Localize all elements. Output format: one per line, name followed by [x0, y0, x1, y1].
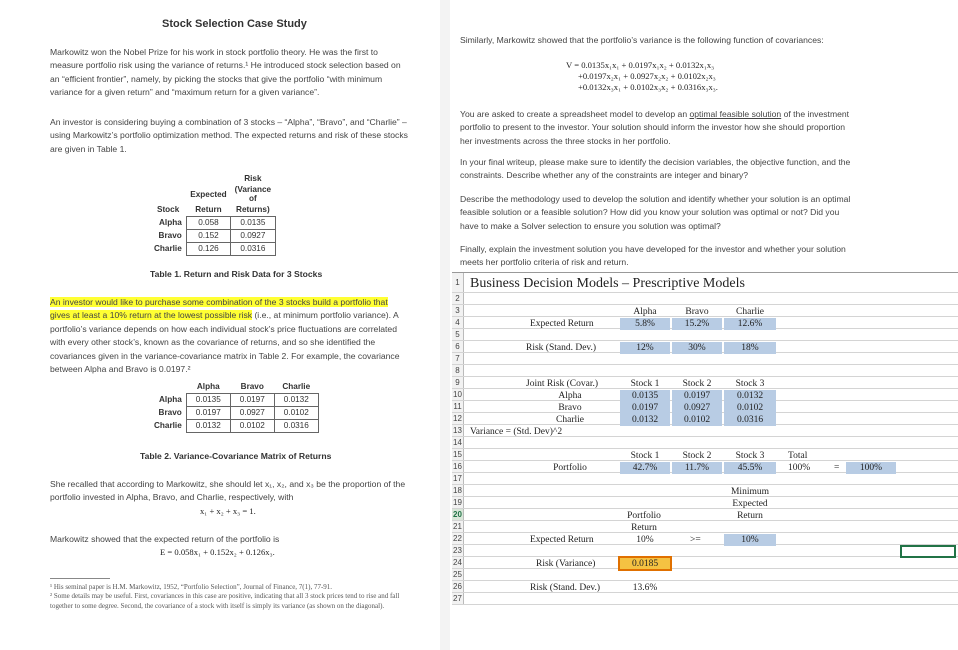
sheet-row[interactable]: 10	[452, 389, 958, 401]
portfolio-return-header-2[interactable]: Return	[631, 523, 657, 533]
portfolio-return-header-1[interactable]: Portfolio	[627, 511, 661, 521]
minimum-return-value[interactable]: 10%	[724, 534, 776, 546]
sheet-row[interactable]: 20	[452, 509, 958, 521]
table2-caption: Table 2. Variance-Covariance Matrix of Returns	[140, 451, 332, 461]
sheet-row[interactable]: 26	[452, 581, 958, 593]
expected-header: Expected	[190, 189, 227, 199]
conclusion-paragraph: Finally, explain the investment solution you have developed for the investor and whether your solution meets her portfolio criteria of risk and return.	[460, 244, 846, 268]
page-gutter	[440, 0, 450, 650]
sheet-row[interactable]: 4	[452, 317, 958, 329]
footnote-2: ² Some details may be useful. First, covariances in this case are positive, indicating that all 3 stock prices tend to rise and fall together to some degree. Second, the covariance of a stock with itself is simply its variance (as shown on the diagonal).	[50, 592, 400, 610]
sheet-header-bravo[interactable]: Bravo	[685, 307, 709, 317]
cov-cell[interactable]: 0.0102	[672, 414, 722, 426]
expected-return-charlie[interactable]: 12.6%	[724, 318, 776, 330]
cov-col-alpha: Alpha	[196, 381, 220, 391]
sheet-row[interactable]: 6	[452, 341, 958, 353]
expected-return-label[interactable]: Expected Return	[530, 319, 594, 329]
sheet-row[interactable]: 5	[452, 329, 958, 341]
sheet-title[interactable]: Business Decision Models – Prescriptive Models	[470, 276, 745, 291]
cov-cell[interactable]: 0.0927	[672, 402, 722, 414]
sheet-row[interactable]: 27	[452, 593, 958, 605]
cov-cell[interactable]: 0.0135	[620, 390, 670, 402]
portfolio-stock1-header[interactable]: Stock 1	[630, 451, 660, 461]
sum-equation: x₁ + x₂ + x₃ = 1.	[200, 506, 256, 516]
variance-eq-line1: V = 0.0135x₁x₁ + 0.0197x₁x₂ + 0.0132x₁x₃	[566, 60, 715, 70]
sheet-row[interactable]: 25	[452, 569, 958, 581]
weight-charlie[interactable]: 45.5%	[724, 462, 776, 474]
return-header: Return	[195, 204, 222, 214]
sheet-header-charlie[interactable]: Charlie	[736, 307, 764, 317]
table-row: Charlie 0.126 0.0316	[150, 242, 275, 255]
page-title: Stock Selection Case Study	[162, 18, 307, 30]
proportion-paragraph: She recalled that according to Markowitz, she should let x₁, x₂, and x₃ be the proportion of the portfolio invested in Alpha, Bravo, and Charlie, respectively, with	[50, 479, 406, 503]
intro-paragraph: Markowitz won the Nobel Prize for his work in stock portfolio theory. He was the first to measure portfolio risk using the variance of returns.¹ He introduced stock selection based on an “efficient frontier”, namely, by picking the stocks that give the portfolio “with minimum variance for a given return” and “maximum return for a given variance”.	[50, 47, 401, 98]
spreadsheet[interactable]	[452, 272, 958, 650]
total-target[interactable]: 100%	[846, 462, 896, 474]
variance-eq-line2: +0.0197x₂x₁ + 0.0927x₂x₂ + 0.0102x₂x₃	[578, 71, 716, 81]
cov-row-alpha-label[interactable]: Alpha	[558, 391, 582, 401]
total-header[interactable]: Total	[788, 451, 808, 461]
sheet-header-alpha[interactable]: Alpha	[633, 307, 657, 317]
cov-cell[interactable]: 0.0316	[724, 414, 776, 426]
footnote-1: ¹ His seminal paper is H.M. Markowitz, 1952, “Portfolio Selection”, Journal of Finance, 7(1), 77-91.	[50, 583, 333, 591]
variance-note[interactable]: Variance = (Std. Dev)^2	[470, 427, 563, 437]
selected-cell[interactable]	[900, 545, 956, 558]
sheet-row[interactable]: 7	[452, 353, 958, 365]
risk-header-2: (Variance of	[234, 185, 272, 203]
portfolio-return-value[interactable]: 10%	[636, 535, 654, 545]
stock1-header[interactable]: Stock 1	[630, 379, 660, 389]
cov-row-bravo-label[interactable]: Bravo	[558, 403, 582, 413]
stock-header: Stock	[156, 205, 180, 214]
sheet-row[interactable]: 23	[452, 545, 958, 557]
sheet-row[interactable]: 14	[452, 437, 958, 449]
minimum-header-2[interactable]: Expected	[732, 499, 768, 509]
goal-paragraph	[50, 296, 410, 376]
expected-return-bravo[interactable]: 15.2%	[672, 318, 722, 330]
methodology-paragraph: Describe the methodology used to develop the solution and identify whether your solution is an optimal feasible solution or a feasible solution? How did you know your solution was optimal or not? Did you have to make a Solver selection to ensure you solution was optimal?	[460, 194, 851, 231]
table-row: Alpha 0.058 0.0135	[150, 216, 275, 229]
sheet-row[interactable]: 8	[452, 365, 958, 377]
returns-header: Returns)	[236, 204, 270, 214]
expected-return-alpha[interactable]: 5.8%	[620, 318, 670, 330]
cov-cell[interactable]: 0.0197	[672, 390, 722, 402]
cov-col-charlie: Charlie	[282, 381, 311, 391]
sheet-row[interactable]: 15	[452, 449, 958, 461]
cov-cell[interactable]: 0.0132	[724, 390, 776, 402]
table-row: Bravo 0.0197 0.0927 0.0102	[150, 406, 318, 419]
highlighted-goal: An investor would like to purchase some combination of the 3 stocks build a portfolio that gives at least a 10% return at the lowest possible risk	[50, 297, 388, 321]
sheet-row[interactable]: 22	[452, 533, 958, 545]
risk-header: Risk	[244, 174, 262, 183]
sheet-row[interactable]: 18	[452, 485, 958, 497]
sheet-row[interactable]: 24	[452, 557, 958, 569]
sheet-row[interactable]: 19	[452, 497, 958, 509]
sheet-row[interactable]: 11	[452, 401, 958, 413]
writeup-paragraph: In your final writeup, please make sure to identify the decision variables, the objective function, and the constraints. Describe whether any of the constraints are integer and binary?	[460, 157, 851, 181]
portfolio-stock3-header[interactable]: Stock 3	[735, 451, 765, 461]
sheet-row[interactable]: 13	[452, 425, 958, 437]
sheet-row[interactable]: 17	[452, 473, 958, 485]
covariance-table	[150, 380, 319, 433]
stock2-header[interactable]: Stock 2	[682, 379, 712, 389]
minimum-header-1[interactable]: Minimum	[730, 487, 769, 497]
table-row: Alpha 0.0135 0.0197 0.0132	[150, 393, 318, 406]
variance-intro: Similarly, Markowitz showed that the portfolio’s variance is the following function of covariances:	[460, 35, 824, 45]
risk-std-label[interactable]: Risk (Stand. Dev.)	[526, 343, 597, 353]
cov-row-charlie-label[interactable]: Charlie	[556, 415, 584, 425]
cov-cell[interactable]: 0.0102	[724, 402, 776, 414]
sheet-row[interactable]: 1	[452, 273, 958, 293]
risk-std-charlie[interactable]: 18%	[724, 342, 776, 354]
table-row: Bravo 0.152 0.0927	[150, 229, 275, 242]
sheet-row[interactable]: 21	[452, 521, 958, 533]
cov-cell[interactable]: 0.0197	[620, 402, 670, 414]
expected-return-row-label[interactable]: Expected Return	[530, 535, 594, 545]
return-paragraph: Markowitz showed that the expected return of the portfolio is	[50, 534, 280, 544]
sheet-row[interactable]: 16	[452, 461, 958, 473]
weight-alpha[interactable]: 42.7%	[620, 462, 670, 474]
investor-paragraph: An investor is considering buying a combination of 3 stocks – “Alpha”, “Bravo”, and “Charlie” – using Markowitz’s portfolio optimization method. The expected returns and risk of these stocks are given in Table 1.	[50, 117, 408, 154]
risk-variance-value[interactable]: 0.0185	[618, 556, 672, 571]
return-risk-table	[150, 172, 276, 256]
risk-variance-label[interactable]: Risk (Variance)	[536, 559, 596, 569]
cov-col-bravo: Bravo	[240, 381, 264, 391]
joint-risk-label[interactable]: Joint Risk (Covar.)	[526, 379, 599, 389]
risk-std-row-label[interactable]: Risk (Stand. Dev.)	[530, 583, 601, 593]
sheet-row[interactable]: 9	[452, 377, 958, 389]
cov-cell[interactable]: 0.0132	[620, 414, 670, 426]
risk-std-bravo[interactable]: 30%	[672, 342, 722, 354]
risk-std-alpha[interactable]: 12%	[620, 342, 670, 354]
table-row: Charlie 0.0132 0.0102 0.0316	[150, 419, 318, 432]
return-equation: E = 0.058x₁ + 0.152x₂ + 0.126x₃.	[160, 547, 275, 557]
stock3-header[interactable]: Stock 3	[735, 379, 765, 389]
task-paragraph: You are asked to create a spreadsheet model to develop an optimal feasible solution of the investment portfolio to present to the investor. Your solution should inform the investor how she should proportion her investments across the three stocks in her portfolio.	[460, 109, 850, 146]
optimal-solution-link: optimal feasible solution	[689, 109, 782, 119]
table1-caption: Table 1. Return and Risk Data for 3 Stocks	[150, 269, 323, 279]
greater-equal-sign[interactable]: >=	[690, 535, 701, 545]
equals-sign[interactable]: =	[834, 463, 840, 473]
minimum-header-3[interactable]: Return	[737, 511, 763, 521]
sheet-row[interactable]: 3	[452, 305, 958, 317]
sheet-row[interactable]: 2	[452, 293, 958, 305]
risk-std-value[interactable]: 13.6%	[632, 583, 658, 593]
footnote-rule	[50, 578, 110, 579]
weight-bravo[interactable]: 11.7%	[672, 462, 722, 474]
portfolio-label[interactable]: Portfolio	[553, 463, 587, 473]
sheet-row[interactable]: 12	[452, 413, 958, 425]
goal-rest: (i.e., at minimum portfolio variance). A portfolio’s variance depends on how each individual stock’s price fluctuations are correlated with every other stock’s, known as the covariance of returns, and so she identified the covariances given in the variance-covariance matrix in Table 2. For example, the covariance between Alpha and Bravo is 0.0197.²	[50, 310, 400, 375]
total-weight[interactable]: 100%	[788, 463, 811, 473]
variance-eq-line3: +0.0132x₃x₁ + 0.0102x₃x₂ + 0.0316x₃x₃.	[578, 82, 718, 92]
portfolio-stock2-header[interactable]: Stock 2	[682, 451, 712, 461]
